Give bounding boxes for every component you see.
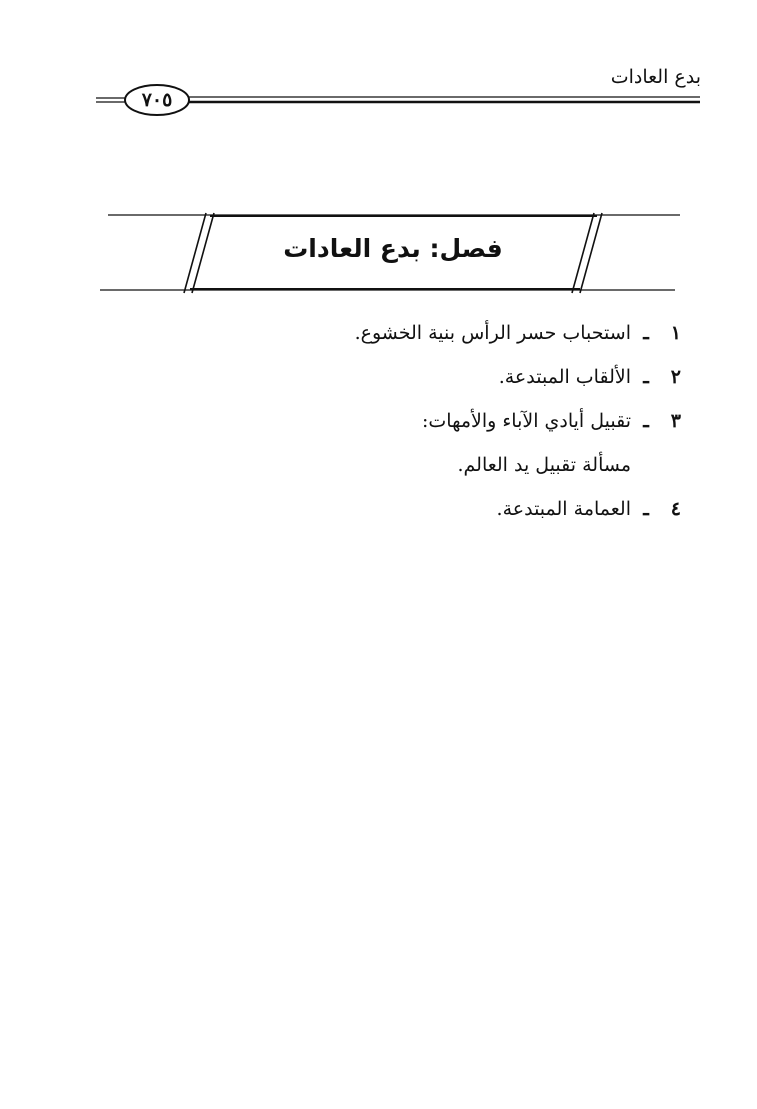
- chapter-title: فصل: بدع العادات: [283, 234, 503, 263]
- item-number: ٤: [670, 498, 681, 520]
- item-text: تقبيل أيادي الآباء والأمهات:: [422, 410, 631, 432]
- list-item: [201, 410, 681, 454]
- item-dash: ـ: [643, 410, 649, 432]
- list-subitem: [201, 454, 681, 498]
- page-number: ٧٠٥: [141, 89, 173, 111]
- item-text: مسألة تقبيل يد العالم.: [457, 454, 631, 476]
- list-item: [201, 322, 681, 366]
- running-head: بدع العادات: [610, 66, 701, 88]
- item-text: استحباب حسر الرأس بنية الخشوع.: [354, 322, 631, 344]
- item-number: ٣: [670, 410, 681, 432]
- item-dash: ـ: [643, 498, 649, 520]
- item-text: العمامة المبتدعة.: [496, 498, 631, 520]
- list-item: [201, 366, 681, 410]
- item-number: ٢: [670, 366, 681, 388]
- bidah-list: [201, 322, 681, 542]
- list-item: [201, 498, 681, 542]
- chapter-banner: [0, 0, 757, 310]
- item-dash: ـ: [643, 366, 649, 388]
- item-number: ١: [670, 322, 681, 344]
- item-text: الألقاب المبتدعة.: [498, 366, 631, 388]
- item-dash: ـ: [643, 322, 649, 344]
